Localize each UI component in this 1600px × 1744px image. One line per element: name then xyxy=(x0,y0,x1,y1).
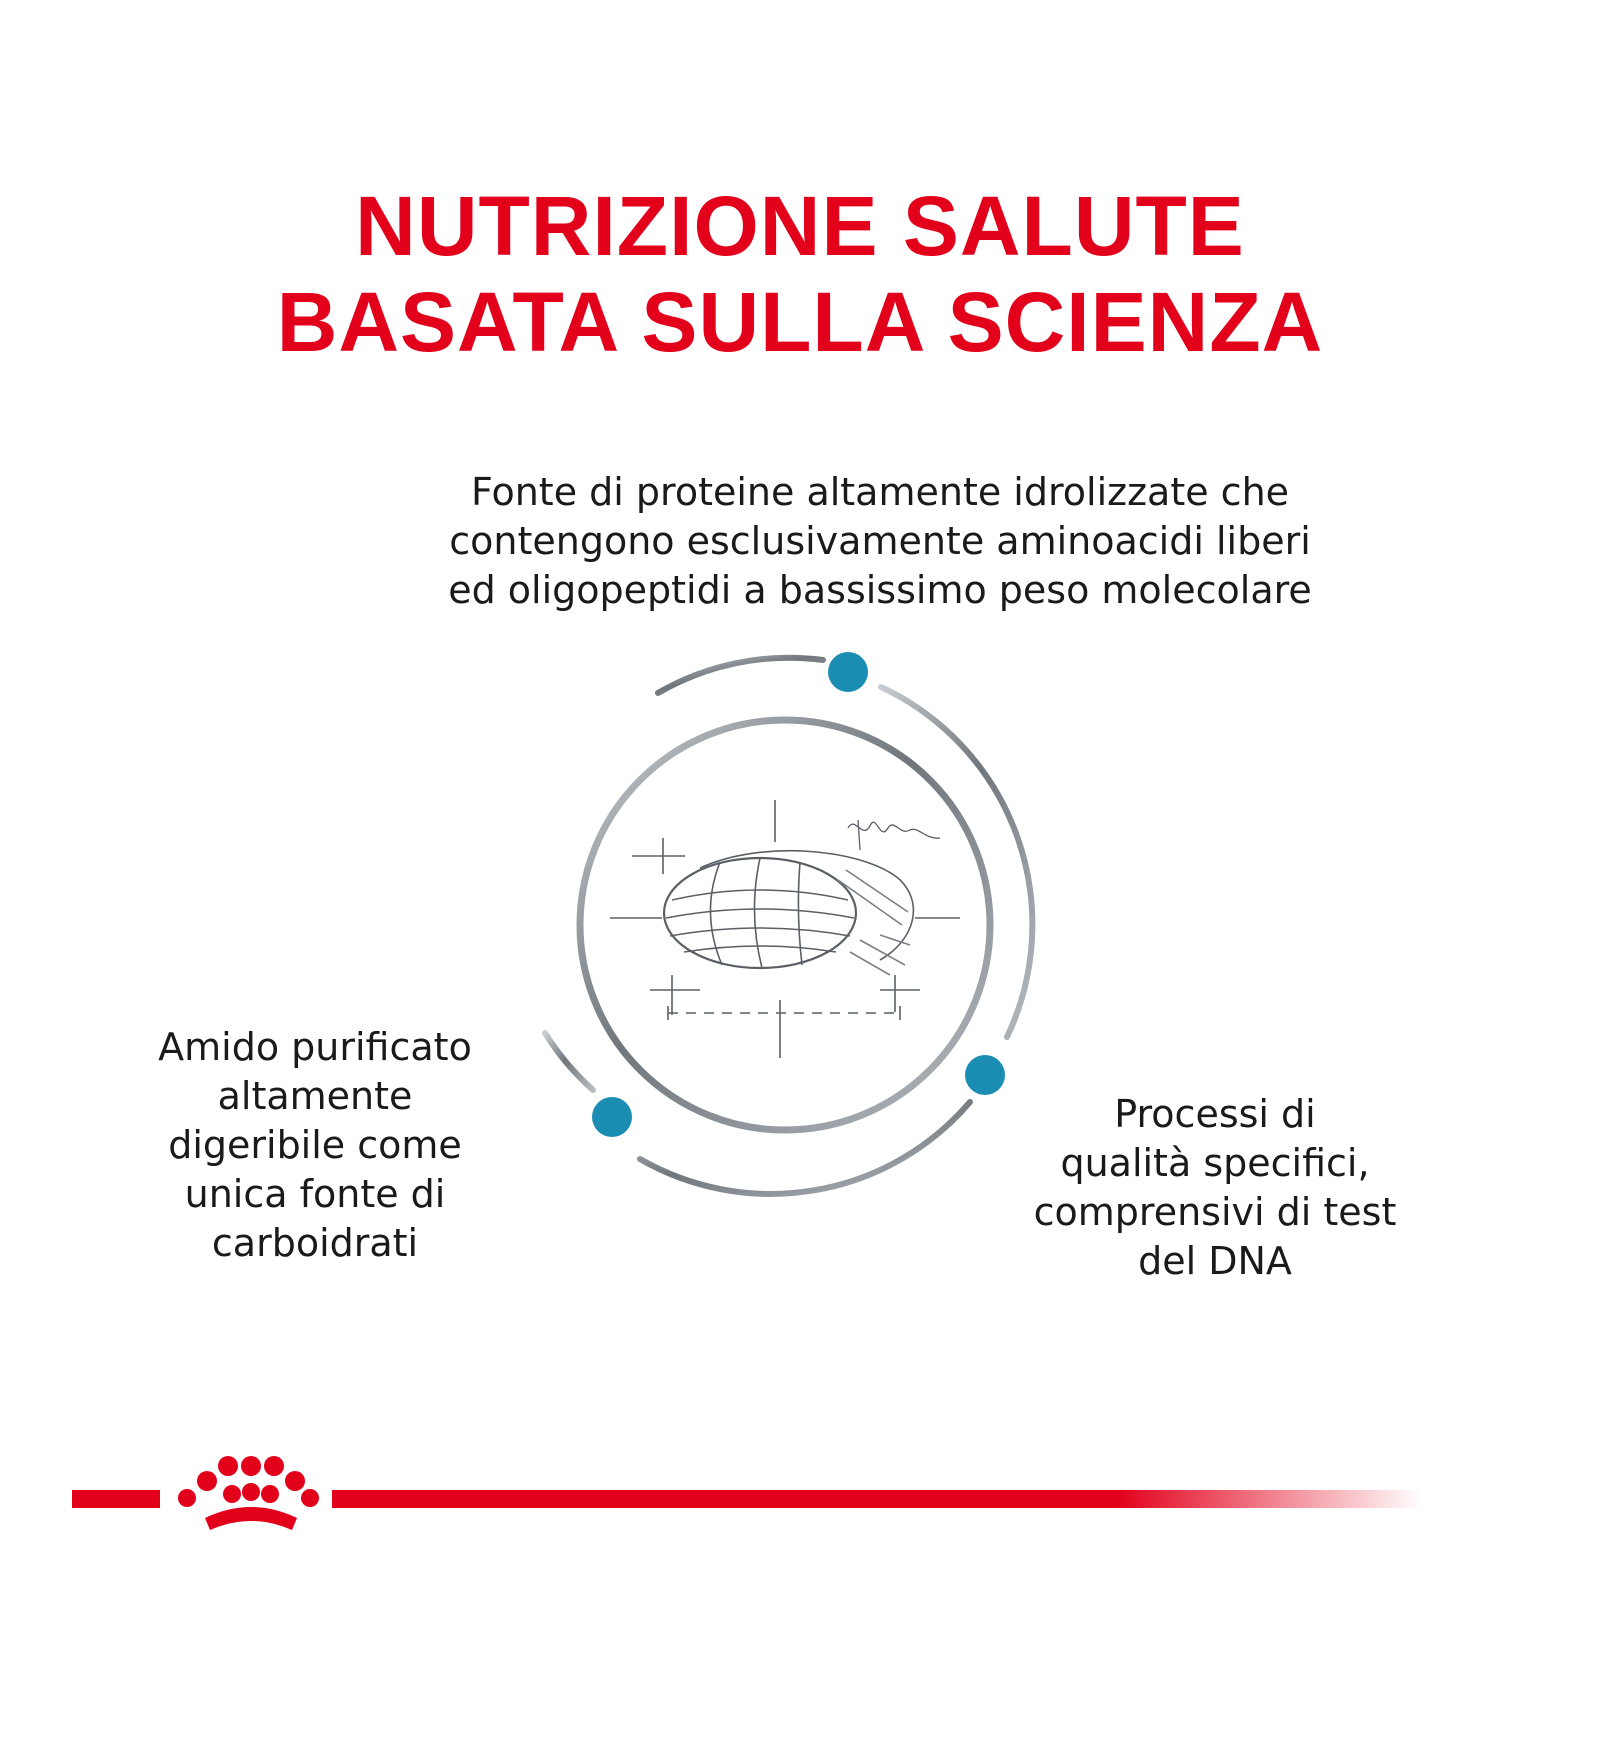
feature-line: comprensivi di test xyxy=(1033,1190,1397,1234)
outer-ring-arc-right xyxy=(881,687,1032,1037)
brand-bar-right xyxy=(332,1490,1422,1508)
teal-dot-left xyxy=(592,1097,632,1137)
brand-bar-left xyxy=(72,1490,160,1508)
footer-brand-bar xyxy=(0,1440,1600,1550)
outer-ring-arc-left xyxy=(545,1033,593,1090)
feature-line: altamente xyxy=(217,1074,413,1118)
feature-line: digeribile come xyxy=(168,1123,462,1167)
feature-line: Processi di xyxy=(1114,1092,1316,1136)
headline-line-2: BASATA SULLA SCIENZA xyxy=(276,275,1324,369)
feature-line: del DNA xyxy=(1138,1239,1292,1283)
feature-line: carboidrati xyxy=(211,1221,419,1265)
royal-canin-crown-logo xyxy=(178,1456,319,1530)
outer-ring-arc-top xyxy=(658,658,823,693)
feature-line: unica fonte di xyxy=(184,1172,446,1216)
feature-line: qualità specifici, xyxy=(1060,1141,1370,1185)
feature-line: ed oligopeptidi a bassissimo peso molecolare xyxy=(448,568,1312,612)
outer-ring-arc-bottom xyxy=(640,1102,970,1194)
inner-ring xyxy=(580,720,990,1130)
teal-dot-top xyxy=(828,652,868,692)
feature-line: Fonte di proteine altamente idrolizzate che xyxy=(470,470,1290,514)
kibble-sketch-icon xyxy=(610,800,960,1058)
feature-line: Amido purificato xyxy=(158,1025,472,1069)
feature-line: contengono esclusivamente aminoacidi liberi xyxy=(449,519,1311,563)
teal-dot-right xyxy=(965,1055,1005,1095)
headline-line-1: NUTRIZIONE SALUTE xyxy=(355,179,1245,273)
